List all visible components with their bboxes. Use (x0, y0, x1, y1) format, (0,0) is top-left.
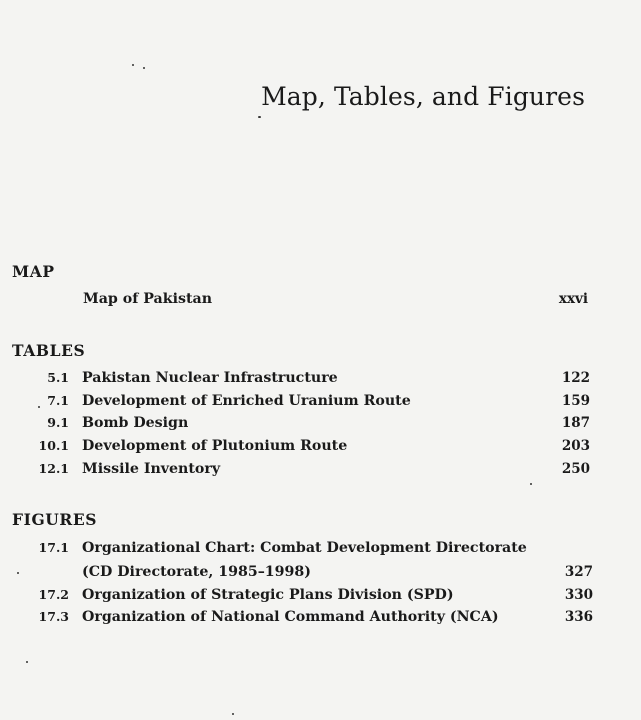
entry-number: 17.2 (38, 587, 69, 602)
entry-page: 187 (561, 415, 590, 431)
entry-label: Organization of National Command Authority (NCA) (82, 609, 499, 625)
section-heading-map: MAP (12, 262, 55, 281)
entry-number: 5.1 (47, 370, 69, 385)
entry-label: Pakistan Nuclear Infrastructure (82, 370, 338, 386)
scan-speck (26, 661, 28, 663)
map-entry (0, 291, 641, 311)
scan-speck (17, 572, 19, 574)
scan-speck (232, 713, 234, 715)
section-heading-tables: TABLES (12, 341, 86, 360)
figure-entry (0, 587, 641, 607)
entry-page: 203 (561, 438, 590, 454)
table-entry (0, 370, 641, 390)
table-entry (0, 461, 641, 481)
entry-page: 122 (561, 370, 590, 386)
entry-label: Development of Plutonium Route (82, 438, 348, 454)
scan-speck (530, 483, 532, 485)
page-title: Map, Tables, and Figures (261, 82, 585, 111)
entry-number: 12.1 (38, 461, 69, 476)
entry-page: xxvi (558, 291, 588, 307)
entry-page: 250 (561, 461, 590, 477)
scan-speck (38, 406, 40, 408)
figure-entry (0, 609, 641, 629)
scan-speck (132, 64, 134, 66)
entry-number: 7.1 (47, 393, 69, 408)
scan-speck (143, 67, 145, 69)
entry-label: Organization of Strategic Plans Division (SPD) (82, 587, 454, 603)
table-entry (0, 393, 641, 413)
section-heading-figures: FIGURES (12, 510, 98, 529)
table-entry (0, 415, 641, 435)
table-entry (0, 438, 641, 458)
entry-number: 17.3 (38, 609, 69, 624)
entry-number: 17.1 (38, 540, 69, 555)
figure-entry-continuation (0, 564, 641, 584)
entry-page: 159 (561, 393, 590, 409)
entry-label-continued: (CD Directorate, 1985–1998) (82, 564, 312, 580)
entry-page: 330 (564, 587, 593, 603)
entry-page: 336 (564, 609, 593, 625)
entry-page: 327 (564, 564, 593, 580)
entry-number: 10.1 (38, 438, 69, 453)
entry-label: Bomb Design (82, 415, 189, 431)
entry-number: 9.1 (47, 415, 69, 430)
entry-label: Organizational Chart: Combat Development Directorate (82, 540, 527, 556)
figure-entry (0, 540, 641, 560)
scan-speck (258, 116, 261, 118)
entry-label: Missile Inventory (82, 461, 221, 477)
entry-label: Map of Pakistan (83, 291, 213, 307)
entry-label: Development of Enriched Uranium Route (82, 393, 411, 409)
